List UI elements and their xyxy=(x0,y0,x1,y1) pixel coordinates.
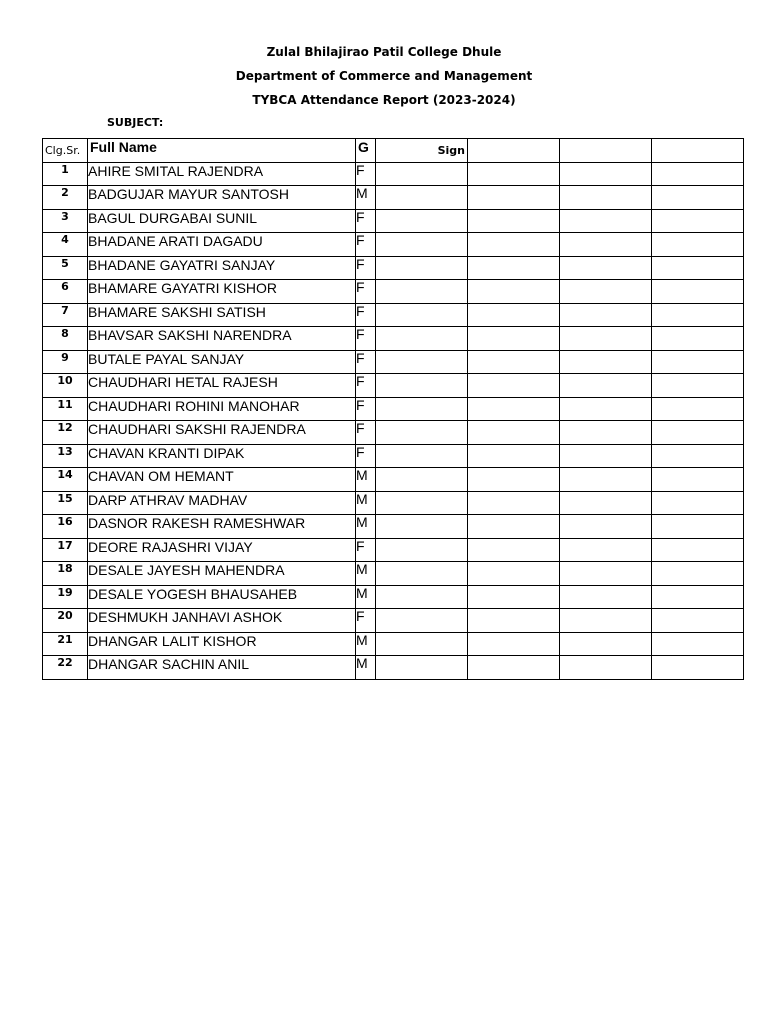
department-name: Department of Commerce and Management xyxy=(235,69,533,83)
row-full-name: DHANGAR LALIT KISHOR xyxy=(88,632,356,656)
row-gender: M xyxy=(356,656,376,680)
table-row xyxy=(43,632,744,656)
row-gender: F xyxy=(356,421,376,445)
row-blank-cell[interactable] xyxy=(560,350,652,374)
row-gender: M xyxy=(356,491,376,515)
row-full-name: AHIRE SMITAL RAJENDRA xyxy=(88,162,356,186)
row-blank-cell[interactable] xyxy=(560,280,652,304)
row-sign-cell[interactable] xyxy=(376,186,468,210)
row-blank-cell[interactable] xyxy=(468,162,560,186)
row-gender: F xyxy=(356,209,376,233)
column-header-gender: G xyxy=(356,139,376,163)
row-full-name: CHAUDHARI ROHINI MANOHAR xyxy=(88,397,356,421)
row-gender: F xyxy=(356,444,376,468)
row-blank-cell[interactable] xyxy=(468,491,560,515)
row-blank-cell[interactable] xyxy=(468,186,560,210)
table-row xyxy=(43,374,744,398)
row-sr-number: 14 xyxy=(43,468,88,492)
row-sr-number: 17 xyxy=(43,538,88,562)
row-sign-cell[interactable] xyxy=(376,632,468,656)
row-sign-cell[interactable] xyxy=(376,444,468,468)
row-sign-cell[interactable] xyxy=(376,280,468,304)
row-gender: M xyxy=(356,186,376,210)
row-sr-number: 6 xyxy=(43,280,88,304)
table-row xyxy=(43,444,744,468)
row-gender: F xyxy=(356,280,376,304)
row-sr-number: 9 xyxy=(43,350,88,374)
row-full-name: BHADANE GAYATRI SANJAY xyxy=(88,256,356,280)
row-blank-cell[interactable] xyxy=(652,186,744,210)
row-full-name: BHAMARE SAKSHI SATISH xyxy=(88,303,356,327)
row-blank-cell[interactable] xyxy=(560,538,652,562)
row-full-name: DEORE RAJASHRI VIJAY xyxy=(88,538,356,562)
table-row xyxy=(43,327,744,351)
table-row xyxy=(43,209,744,233)
row-sign-cell[interactable] xyxy=(376,585,468,609)
table-row xyxy=(43,538,744,562)
row-blank-cell[interactable] xyxy=(652,538,744,562)
row-full-name: CHAUDHARI HETAL RAJESH xyxy=(88,374,356,398)
column-header-sr: Clg.Sr. xyxy=(43,139,88,163)
row-gender: F xyxy=(356,350,376,374)
column-header-blank xyxy=(468,139,560,163)
row-sr-number: 19 xyxy=(43,585,88,609)
row-blank-cell[interactable] xyxy=(652,562,744,586)
subject-label: SUBJECT: xyxy=(107,116,164,129)
row-sign-cell[interactable] xyxy=(376,397,468,421)
row-blank-cell[interactable] xyxy=(468,350,560,374)
row-blank-cell[interactable] xyxy=(468,233,560,257)
table-row xyxy=(43,303,744,327)
row-sign-cell[interactable] xyxy=(376,327,468,351)
row-gender: M xyxy=(356,468,376,492)
row-sign-cell[interactable] xyxy=(376,162,468,186)
row-blank-cell[interactable] xyxy=(468,468,560,492)
row-full-name: BHAVSAR SAKSHI NARENDRA xyxy=(88,327,356,351)
row-full-name: DESALE JAYESH MAHENDRA xyxy=(88,562,356,586)
row-sign-cell[interactable] xyxy=(376,350,468,374)
column-header-name: Full Name xyxy=(88,139,356,163)
row-blank-cell[interactable] xyxy=(468,374,560,398)
table-row xyxy=(43,186,744,210)
row-blank-cell[interactable] xyxy=(468,562,560,586)
row-blank-cell[interactable] xyxy=(560,162,652,186)
row-full-name: BAGUL DURGABAI SUNIL xyxy=(88,209,356,233)
row-blank-cell[interactable] xyxy=(652,632,744,656)
row-blank-cell[interactable] xyxy=(652,397,744,421)
row-sign-cell[interactable] xyxy=(376,374,468,398)
row-blank-cell[interactable] xyxy=(560,186,652,210)
row-full-name: CHAUDHARI SAKSHI RAJENDRA xyxy=(88,421,356,445)
row-full-name: BHAMARE GAYATRI KISHOR xyxy=(88,280,356,304)
table-row xyxy=(43,562,744,586)
row-blank-cell[interactable] xyxy=(468,280,560,304)
row-blank-cell[interactable] xyxy=(560,491,652,515)
row-blank-cell[interactable] xyxy=(560,656,652,680)
row-blank-cell[interactable] xyxy=(560,233,652,257)
row-full-name: BADGUJAR MAYUR SANTOSH xyxy=(88,186,356,210)
row-blank-cell[interactable] xyxy=(560,209,652,233)
row-blank-cell[interactable] xyxy=(652,303,744,327)
row-gender: M xyxy=(356,562,376,586)
row-blank-cell[interactable] xyxy=(652,609,744,633)
row-blank-cell[interactable] xyxy=(468,327,560,351)
row-gender: M xyxy=(356,632,376,656)
table-row xyxy=(43,515,744,539)
row-sr-number: 15 xyxy=(43,491,88,515)
report-title: TYBCA Attendance Report (2023-2024) xyxy=(252,93,516,107)
row-sr-number: 3 xyxy=(43,209,88,233)
table-row xyxy=(43,397,744,421)
row-sr-number: 18 xyxy=(43,562,88,586)
row-sign-cell[interactable] xyxy=(376,421,468,445)
row-gender: F xyxy=(356,233,376,257)
row-gender: M xyxy=(356,515,376,539)
row-blank-cell[interactable] xyxy=(652,233,744,257)
row-blank-cell[interactable] xyxy=(560,609,652,633)
row-blank-cell[interactable] xyxy=(652,585,744,609)
row-sr-number: 8 xyxy=(43,327,88,351)
table-row xyxy=(43,421,744,445)
row-gender: F xyxy=(356,538,376,562)
row-sign-cell[interactable] xyxy=(376,233,468,257)
row-blank-cell[interactable] xyxy=(652,162,744,186)
row-blank-cell[interactable] xyxy=(560,303,652,327)
row-sr-number: 12 xyxy=(43,421,88,445)
row-blank-cell[interactable] xyxy=(468,444,560,468)
row-sr-number: 22 xyxy=(43,656,88,680)
row-full-name: DHANGAR SACHIN ANIL xyxy=(88,656,356,680)
row-blank-cell[interactable] xyxy=(652,350,744,374)
row-blank-cell[interactable] xyxy=(468,256,560,280)
row-sr-number: 10 xyxy=(43,374,88,398)
row-sr-number: 11 xyxy=(43,397,88,421)
table-row xyxy=(43,656,744,680)
row-sr-number: 21 xyxy=(43,632,88,656)
row-blank-cell[interactable] xyxy=(652,280,744,304)
row-gender: F xyxy=(356,256,376,280)
row-sign-cell[interactable] xyxy=(376,209,468,233)
row-blank-cell[interactable] xyxy=(652,421,744,445)
row-blank-cell[interactable] xyxy=(560,256,652,280)
row-full-name: DESHMUKH JANHAVI ASHOK xyxy=(88,609,356,633)
row-full-name: CHAVAN KRANTI DIPAK xyxy=(88,444,356,468)
row-sign-cell[interactable] xyxy=(376,468,468,492)
row-gender: F xyxy=(356,609,376,633)
row-blank-cell[interactable] xyxy=(468,515,560,539)
row-blank-cell[interactable] xyxy=(652,209,744,233)
row-blank-cell[interactable] xyxy=(560,374,652,398)
row-blank-cell[interactable] xyxy=(560,421,652,445)
row-blank-cell[interactable] xyxy=(560,397,652,421)
row-blank-cell[interactable] xyxy=(652,327,744,351)
attendance-table xyxy=(42,138,744,680)
row-blank-cell[interactable] xyxy=(652,468,744,492)
table-row xyxy=(43,256,744,280)
row-sign-cell[interactable] xyxy=(376,303,468,327)
row-sign-cell[interactable] xyxy=(376,491,468,515)
row-blank-cell[interactable] xyxy=(652,491,744,515)
row-gender: F xyxy=(356,327,376,351)
row-sign-cell[interactable] xyxy=(376,538,468,562)
table-row xyxy=(43,491,744,515)
table-row xyxy=(43,162,744,186)
row-sr-number: 4 xyxy=(43,233,88,257)
row-full-name: DESALE YOGESH BHAUSAHEB xyxy=(88,585,356,609)
row-gender: M xyxy=(356,585,376,609)
row-blank-cell[interactable] xyxy=(468,421,560,445)
row-blank-cell[interactable] xyxy=(652,515,744,539)
row-sr-number: 20 xyxy=(43,609,88,633)
row-blank-cell[interactable] xyxy=(560,562,652,586)
row-sign-cell[interactable] xyxy=(376,609,468,633)
row-full-name: DARP ATHRAV MADHAV xyxy=(88,491,356,515)
row-blank-cell[interactable] xyxy=(652,444,744,468)
row-blank-cell[interactable] xyxy=(468,397,560,421)
row-sr-number: 16 xyxy=(43,515,88,539)
row-sr-number: 7 xyxy=(43,303,88,327)
row-sr-number: 2 xyxy=(43,186,88,210)
row-blank-cell[interactable] xyxy=(468,609,560,633)
row-sign-cell[interactable] xyxy=(376,515,468,539)
college-name: Zulal Bhilajirao Patil College Dhule xyxy=(266,45,502,59)
row-sr-number: 13 xyxy=(43,444,88,468)
row-blank-cell[interactable] xyxy=(652,656,744,680)
row-full-name: CHAVAN OM HEMANT xyxy=(88,468,356,492)
table-header-row xyxy=(43,139,744,163)
row-blank-cell[interactable] xyxy=(560,632,652,656)
row-blank-cell[interactable] xyxy=(652,374,744,398)
row-blank-cell[interactable] xyxy=(560,468,652,492)
row-blank-cell[interactable] xyxy=(560,327,652,351)
row-blank-cell[interactable] xyxy=(652,256,744,280)
column-header-blank xyxy=(652,139,744,163)
column-header-sign: Sign xyxy=(376,139,468,163)
table-row xyxy=(43,233,744,257)
table-row xyxy=(43,468,744,492)
row-blank-cell[interactable] xyxy=(560,515,652,539)
row-blank-cell[interactable] xyxy=(468,538,560,562)
table-row xyxy=(43,585,744,609)
row-full-name: BHADANE ARATI DAGADU xyxy=(88,233,356,257)
row-gender: F xyxy=(356,162,376,186)
row-blank-cell[interactable] xyxy=(468,656,560,680)
row-blank-cell[interactable] xyxy=(560,444,652,468)
table-row xyxy=(43,609,744,633)
row-gender: F xyxy=(356,397,376,421)
row-blank-cell[interactable] xyxy=(560,585,652,609)
row-blank-cell[interactable] xyxy=(468,632,560,656)
column-header-blank xyxy=(560,139,652,163)
row-blank-cell[interactable] xyxy=(468,585,560,609)
table-row xyxy=(43,350,744,374)
row-gender: F xyxy=(356,303,376,327)
row-sign-cell[interactable] xyxy=(376,656,468,680)
table-row xyxy=(43,280,744,304)
row-sr-number: 5 xyxy=(43,256,88,280)
row-full-name: BUTALE PAYAL SANJAY xyxy=(88,350,356,374)
row-sr-number: 1 xyxy=(43,162,88,186)
row-full-name: DASNOR RAKESH RAMESHWAR xyxy=(88,515,356,539)
row-blank-cell[interactable] xyxy=(468,209,560,233)
row-gender: F xyxy=(356,374,376,398)
row-sign-cell[interactable] xyxy=(376,256,468,280)
row-blank-cell[interactable] xyxy=(468,303,560,327)
row-sign-cell[interactable] xyxy=(376,562,468,586)
